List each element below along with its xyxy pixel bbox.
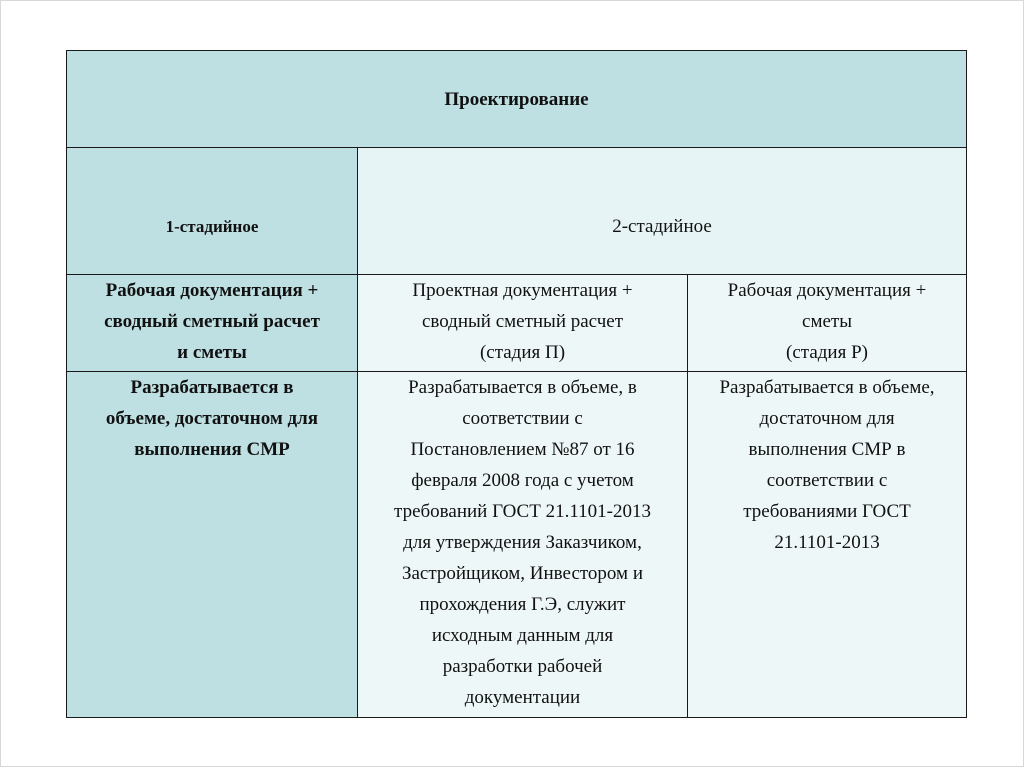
table-row-title: [67, 51, 967, 148]
table-row-description: [67, 372, 967, 718]
table-row-docs: [67, 275, 967, 372]
stage-one-cell: 1-стадийное: [67, 148, 358, 275]
design-stages-table: [66, 50, 967, 718]
table-title-cell: Проектирование: [67, 51, 967, 148]
desc-stage-r-cell: Разрабатывается в объеме, достаточном для выполнения СМР в соответствии с требованиями ГОСТ 21.1101-2013: [688, 372, 967, 718]
docs-stage-p-cell: Проектная документация + сводный сметный расчет (стадия П): [358, 275, 688, 372]
docs-one-stage-cell: Рабочая документация + сводный сметный расчет и сметы: [67, 275, 358, 372]
stage-two-cell: 2-стадийное: [358, 148, 967, 275]
docs-stage-r-cell: Рабочая документация + сметы (стадия Р): [688, 275, 967, 372]
desc-one-stage-cell: Разрабатывается в объеме, достаточном для выполнения СМР: [67, 372, 358, 718]
table-row-stages: [67, 148, 967, 275]
desc-stage-p-cell: Разрабатывается в объеме, в соответствии с Постановлением №87 от 16 февраля 2008 года с учетом требований ГОСТ 21.1101-2013 для утверждения Заказчиком, Застройщиком, Инвестором и прохождения Г.Э, служит исходным данным для разработки рабочей документации: [358, 372, 688, 718]
